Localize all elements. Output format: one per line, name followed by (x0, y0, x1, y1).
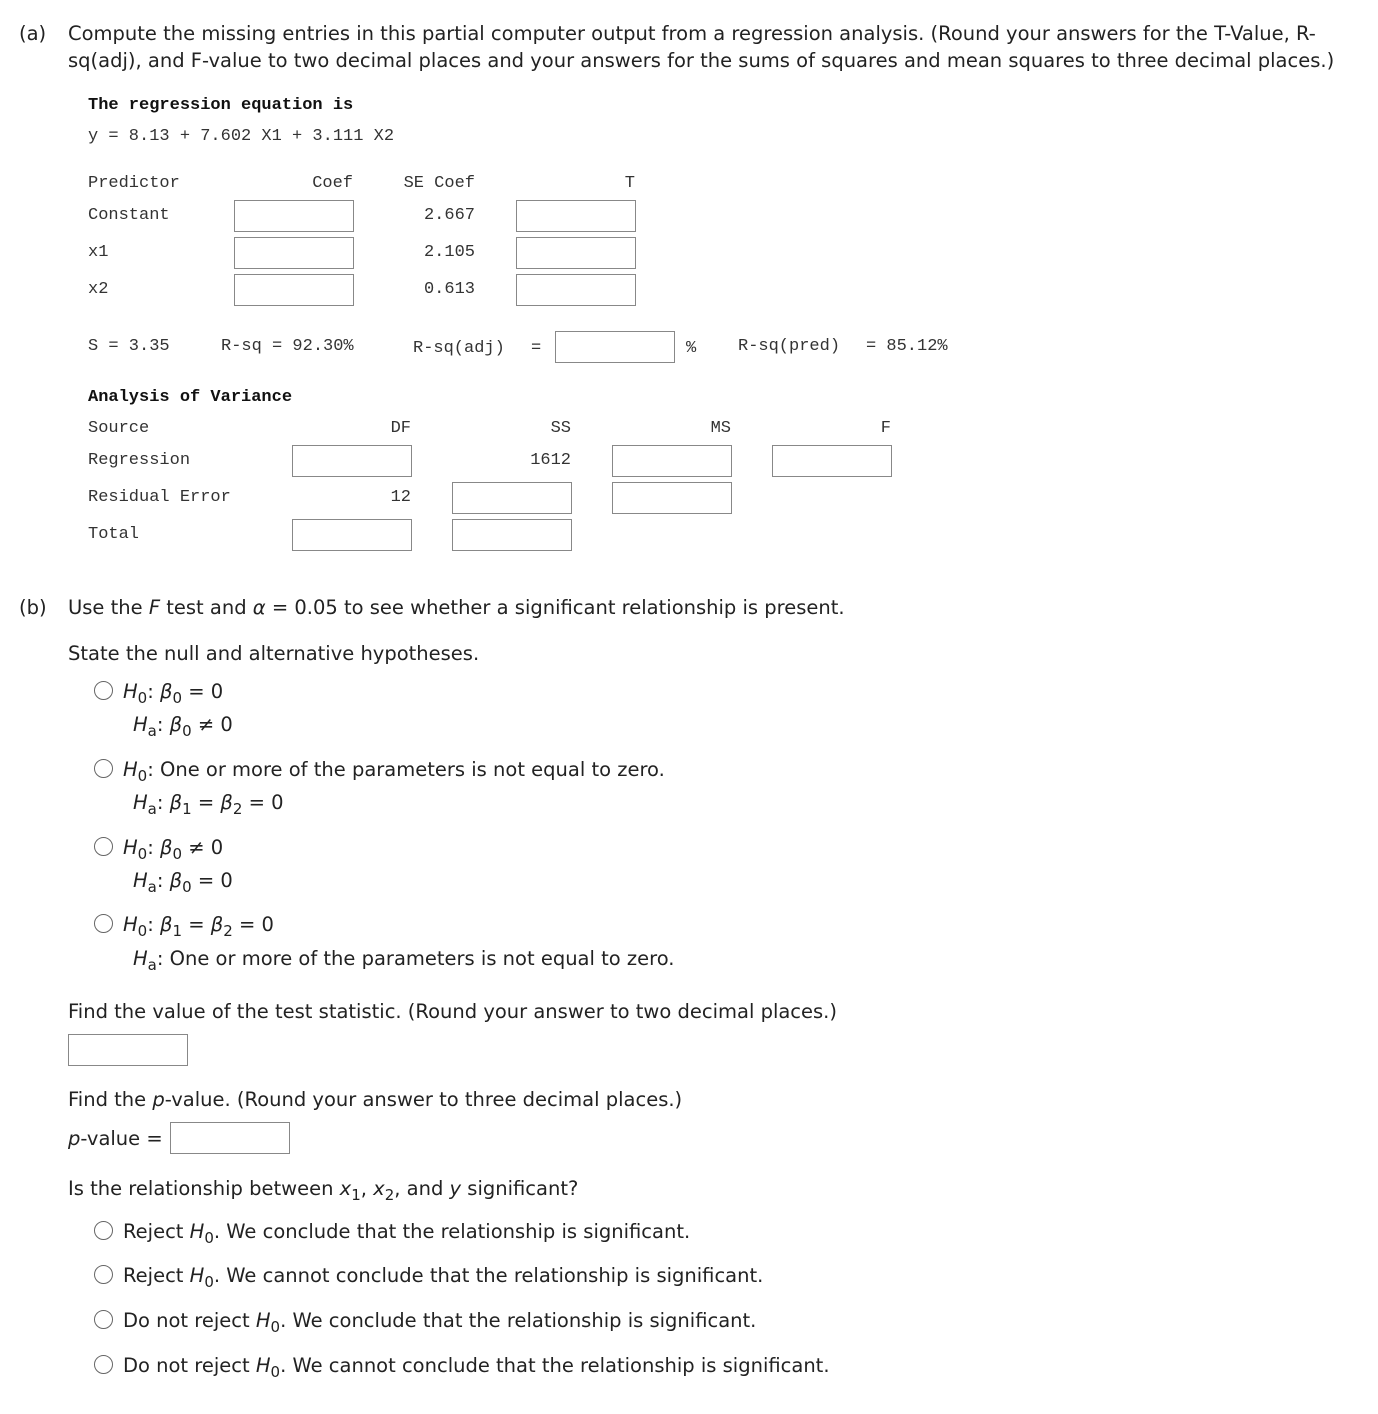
anova-residual-df: 12 (390, 488, 411, 507)
test-statistic-prompt: Find the value of the test statistic. (Round your answer to two decimal places.) (68, 1000, 837, 1023)
coef-row-x1-label: x1 (88, 243, 109, 262)
anova-residual-label: Residual Error (88, 488, 231, 507)
conclusion-option-2-label: Reject $H_0$. We cannot conclude that the relationship is significant. (123, 1264, 764, 1291)
r-sq-pred-label: R-sq(pred) (738, 337, 841, 356)
hypotheses-prompt: State the null and alternative hypotheses. (68, 642, 480, 665)
anova-residual-ms-input[interactable] (612, 482, 732, 514)
conclusion-option-2-radio[interactable] (94, 1265, 113, 1284)
anova-regression-f-input[interactable] (772, 445, 892, 477)
se-coef-x1: 2.105 (423, 243, 475, 262)
conclusion-option-1-label: Reject $H_0$. We conclude that the relationship is significant. (123, 1220, 691, 1247)
se-coef-x2: 0.613 (423, 280, 475, 299)
anova-regression-label: Regression (88, 451, 191, 470)
conclusion-option-1-radio[interactable] (94, 1221, 113, 1240)
r-sq-adj-equals: = (531, 339, 542, 358)
relationship-question: Is the relationship between $x_1$, $x_2$, and y significant? (68, 1177, 579, 1204)
test-statistic-input[interactable] (68, 1034, 188, 1066)
conclusion-option-3-radio[interactable] (94, 1310, 113, 1329)
regression-equation: y = 8.13 + 7.602 X1 + 3.111 X2 (88, 127, 395, 146)
anova-total-ss-input[interactable] (452, 519, 572, 551)
anova-header-f: F (880, 419, 891, 438)
p-value-label: p-value = (68, 1127, 163, 1150)
p-value-prompt: Find the p-value. (Round your answer to three decimal places.) (68, 1088, 683, 1111)
anova-header-ms: MS (710, 419, 731, 438)
coef-header-t: T (624, 174, 635, 193)
r-sq-pred-value: = 85.12% (866, 337, 948, 356)
hypothesis-option-1-h0: $H_0$: $\beta_0 = 0$ (123, 680, 224, 707)
hypothesis-option-4-radio[interactable] (94, 914, 113, 933)
part-a-label: (a) (19, 22, 47, 45)
part-a-instruction-line2: sq(adj), and F-value to two decimal places and your answers for the sums of squares and mean squares to three decimal places.) (68, 49, 1335, 72)
coef-header-predictor: Predictor (88, 174, 180, 193)
part-b-label: (b) (19, 596, 47, 619)
conclusion-option-4-radio[interactable] (94, 1355, 113, 1374)
part-a-instruction-line1: Compute the missing entries in this partial computer output from a regression analysis. (Round your answers for the T-Value, R- (68, 22, 1316, 45)
s-value: S = 3.35 (88, 337, 170, 356)
anova-total-df-input[interactable] (292, 519, 412, 551)
coef-header-coef: Coef (312, 174, 353, 193)
t-constant-input[interactable] (516, 200, 636, 232)
hypothesis-option-2-h0: $H_0$: One or more of the parameters is not equal to zero. (123, 758, 665, 785)
part-b-intro: Use the F test and α = 0.05 to see whether a significant relationship is present. (68, 596, 845, 619)
coef-x2-input[interactable] (234, 274, 354, 306)
anova-regression-df-input[interactable] (292, 445, 412, 477)
hypothesis-option-2-radio[interactable] (94, 759, 113, 778)
equation-header: The regression equation is (88, 96, 354, 115)
anova-header-ss: SS (550, 419, 571, 438)
p-value-input[interactable] (170, 1122, 290, 1154)
hypothesis-option-4-ha: $H_a$: One or more of the parameters is not equal to zero. (133, 947, 675, 974)
hypothesis-option-2-ha: $H_a$: $\beta_1 = \beta_2 = 0$ (133, 791, 284, 818)
hypothesis-option-1-radio[interactable] (94, 681, 113, 700)
hypothesis-option-3-radio[interactable] (94, 837, 113, 856)
hypothesis-option-4-h0: $H_0$: $\beta_1 = \beta_2 = 0$ (123, 913, 274, 940)
anova-regression-ms-input[interactable] (612, 445, 732, 477)
conclusion-option-4-label: Do not reject $H_0$. We cannot conclude that the relationship is significant. (123, 1354, 830, 1381)
coef-constant-input[interactable] (234, 200, 354, 232)
anova-residual-ss-input[interactable] (452, 482, 572, 514)
r-sq-value: R-sq = 92.30% (221, 337, 354, 356)
se-coef-constant: 2.667 (423, 206, 475, 225)
anova-header-source: Source (88, 419, 150, 438)
conclusion-option-3-label: Do not reject $H_0$. We conclude that the relationship is significant. (123, 1309, 757, 1336)
hypothesis-option-1-ha: $H_a$: $\beta_0 \ne 0$ (133, 713, 233, 740)
coef-row-constant-label: Constant (88, 206, 170, 225)
r-sq-adj-label: R-sq(adj) (413, 339, 505, 358)
anova-regression-ss: 1612 (530, 451, 571, 470)
t-x2-input[interactable] (516, 274, 636, 306)
anova-total-label: Total (88, 525, 140, 544)
t-x1-input[interactable] (516, 237, 636, 269)
hypothesis-option-3-ha: $H_a$: $\beta_0 = 0$ (133, 869, 233, 896)
r-sq-adj-percent: % (686, 339, 697, 358)
anova-title: Analysis of Variance (88, 388, 293, 407)
coef-header-se-coef: SE Coef (403, 174, 475, 193)
r-sq-adj-input[interactable] (555, 331, 675, 363)
anova-header-df: DF (390, 419, 411, 438)
coef-row-x2-label: x2 (88, 280, 109, 299)
hypothesis-option-3-h0: $H_0$: $\beta_0 \ne 0$ (123, 836, 224, 863)
coef-x1-input[interactable] (234, 237, 354, 269)
